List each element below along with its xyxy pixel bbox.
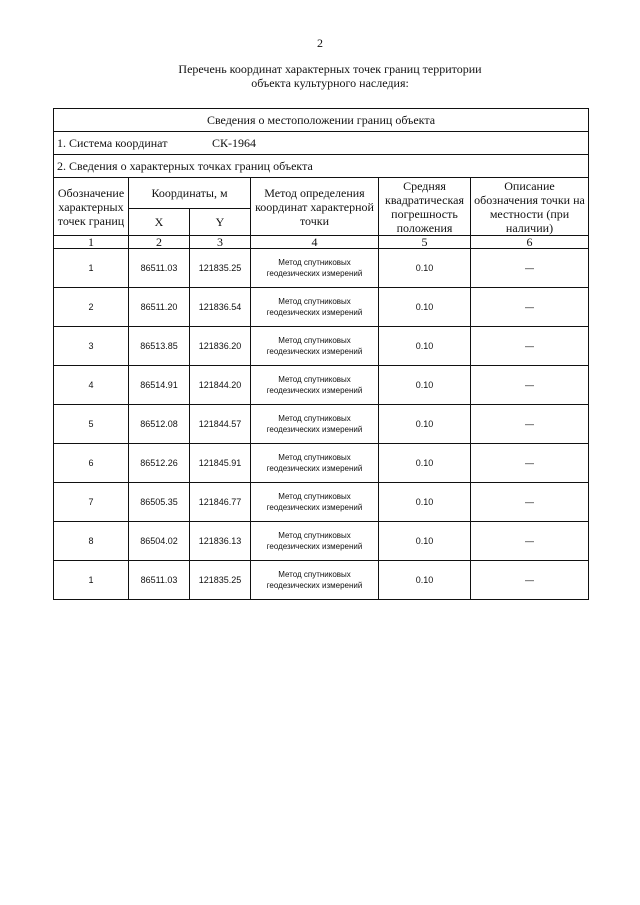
document-title bbox=[100, 62, 560, 90]
error-cell: 0.10 bbox=[379, 288, 471, 327]
coord-system-row bbox=[54, 132, 589, 155]
y-cell: 121836.54 bbox=[190, 288, 251, 327]
x-cell: 86514.91 bbox=[129, 366, 190, 405]
method-cell: Метод спутниковых геодезических измерений bbox=[251, 405, 379, 444]
description-cell: — bbox=[471, 288, 589, 327]
coordinates-table bbox=[53, 108, 589, 600]
error-cell: 0.10 bbox=[379, 522, 471, 561]
description-cell: — bbox=[471, 405, 589, 444]
y-cell: 121845.91 bbox=[190, 444, 251, 483]
column-number: 6 bbox=[471, 236, 589, 249]
x-cell: 86513.85 bbox=[129, 327, 190, 366]
col-description-header: Описание обозначения точки на местности (при наличии) bbox=[471, 178, 589, 236]
column-number: 5 bbox=[379, 236, 471, 249]
column-number: 2 bbox=[129, 236, 190, 249]
column-number: 1 bbox=[54, 236, 129, 249]
method-cell: Метод спутниковых геодезических измерений bbox=[251, 288, 379, 327]
col-designation-header: Обозначение характерных точек границ bbox=[54, 178, 129, 236]
error-cell: 0.10 bbox=[379, 249, 471, 288]
table-row bbox=[54, 405, 589, 444]
column-number: 4 bbox=[251, 236, 379, 249]
table-row bbox=[54, 327, 589, 366]
method-cell: Метод спутниковых геодезических измерений bbox=[251, 483, 379, 522]
point-cell: 7 bbox=[54, 483, 129, 522]
error-cell: 0.10 bbox=[379, 444, 471, 483]
method-cell: Метод спутниковых геодезических измерений bbox=[251, 522, 379, 561]
points-header: 2. Сведения о характерных точках границ объекта bbox=[54, 155, 589, 178]
coord-system-value: СК-1964 bbox=[212, 135, 257, 150]
col-coordinates-header: Координаты, м bbox=[129, 178, 251, 209]
y-cell: 121846.77 bbox=[190, 483, 251, 522]
col-error-header: Средняя квадратическая погрешность положения bbox=[379, 178, 471, 236]
col-method-header: Метод определения координат характерной точки bbox=[251, 178, 379, 236]
y-cell: 121835.25 bbox=[190, 561, 251, 600]
x-cell: 86512.08 bbox=[129, 405, 190, 444]
description-cell: — bbox=[471, 366, 589, 405]
table-row bbox=[54, 444, 589, 483]
description-cell: — bbox=[471, 249, 589, 288]
y-cell: 121836.20 bbox=[190, 327, 251, 366]
method-cell: Метод спутниковых геодезических измерений bbox=[251, 249, 379, 288]
point-cell: 3 bbox=[54, 327, 129, 366]
point-cell: 4 bbox=[54, 366, 129, 405]
method-cell: Метод спутниковых геодезических измерений bbox=[251, 366, 379, 405]
method-cell: Метод спутниковых геодезических измерений bbox=[251, 444, 379, 483]
table-row bbox=[54, 561, 589, 600]
method-cell: Метод спутниковых геодезических измерений bbox=[251, 327, 379, 366]
error-cell: 0.10 bbox=[379, 561, 471, 600]
table-row bbox=[54, 366, 589, 405]
page-number: 2 bbox=[317, 36, 323, 50]
table-row bbox=[54, 522, 589, 561]
table-row bbox=[54, 249, 589, 288]
error-cell: 0.10 bbox=[379, 483, 471, 522]
column-number: 3 bbox=[190, 236, 251, 249]
point-cell: 1 bbox=[54, 249, 129, 288]
point-cell: 8 bbox=[54, 522, 129, 561]
section-header: Сведения о местоположении границ объекта bbox=[54, 109, 589, 132]
x-cell: 86505.35 bbox=[129, 483, 190, 522]
error-cell: 0.10 bbox=[379, 405, 471, 444]
description-cell: — bbox=[471, 327, 589, 366]
x-cell: 86511.20 bbox=[129, 288, 190, 327]
point-cell: 5 bbox=[54, 405, 129, 444]
point-cell: 1 bbox=[54, 561, 129, 600]
point-cell: 6 bbox=[54, 444, 129, 483]
x-cell: 86504.02 bbox=[129, 522, 190, 561]
error-cell: 0.10 bbox=[379, 366, 471, 405]
x-cell: 86511.03 bbox=[129, 561, 190, 600]
title-line-1: Перечень координат характерных точек границ территории bbox=[178, 62, 482, 76]
method-cell: Метод спутниковых геодезических измерений bbox=[251, 561, 379, 600]
description-cell: — bbox=[471, 561, 589, 600]
table-row bbox=[54, 483, 589, 522]
table-row bbox=[54, 288, 589, 327]
x-cell: 86511.03 bbox=[129, 249, 190, 288]
error-cell: 0.10 bbox=[379, 327, 471, 366]
y-cell: 121835.25 bbox=[190, 249, 251, 288]
coord-system-label: 1. Система координат bbox=[57, 135, 168, 150]
description-cell: — bbox=[471, 483, 589, 522]
y-cell: 121844.57 bbox=[190, 405, 251, 444]
x-cell: 86512.26 bbox=[129, 444, 190, 483]
col-x-header: X bbox=[129, 209, 190, 236]
title-line-2: объекта культурного наследия: bbox=[251, 76, 409, 90]
y-cell: 121844.20 bbox=[190, 366, 251, 405]
description-cell: — bbox=[471, 522, 589, 561]
point-cell: 2 bbox=[54, 288, 129, 327]
description-cell: — bbox=[471, 444, 589, 483]
y-cell: 121836.13 bbox=[190, 522, 251, 561]
col-y-header: Y bbox=[190, 209, 251, 236]
column-numbers-row bbox=[54, 236, 589, 249]
